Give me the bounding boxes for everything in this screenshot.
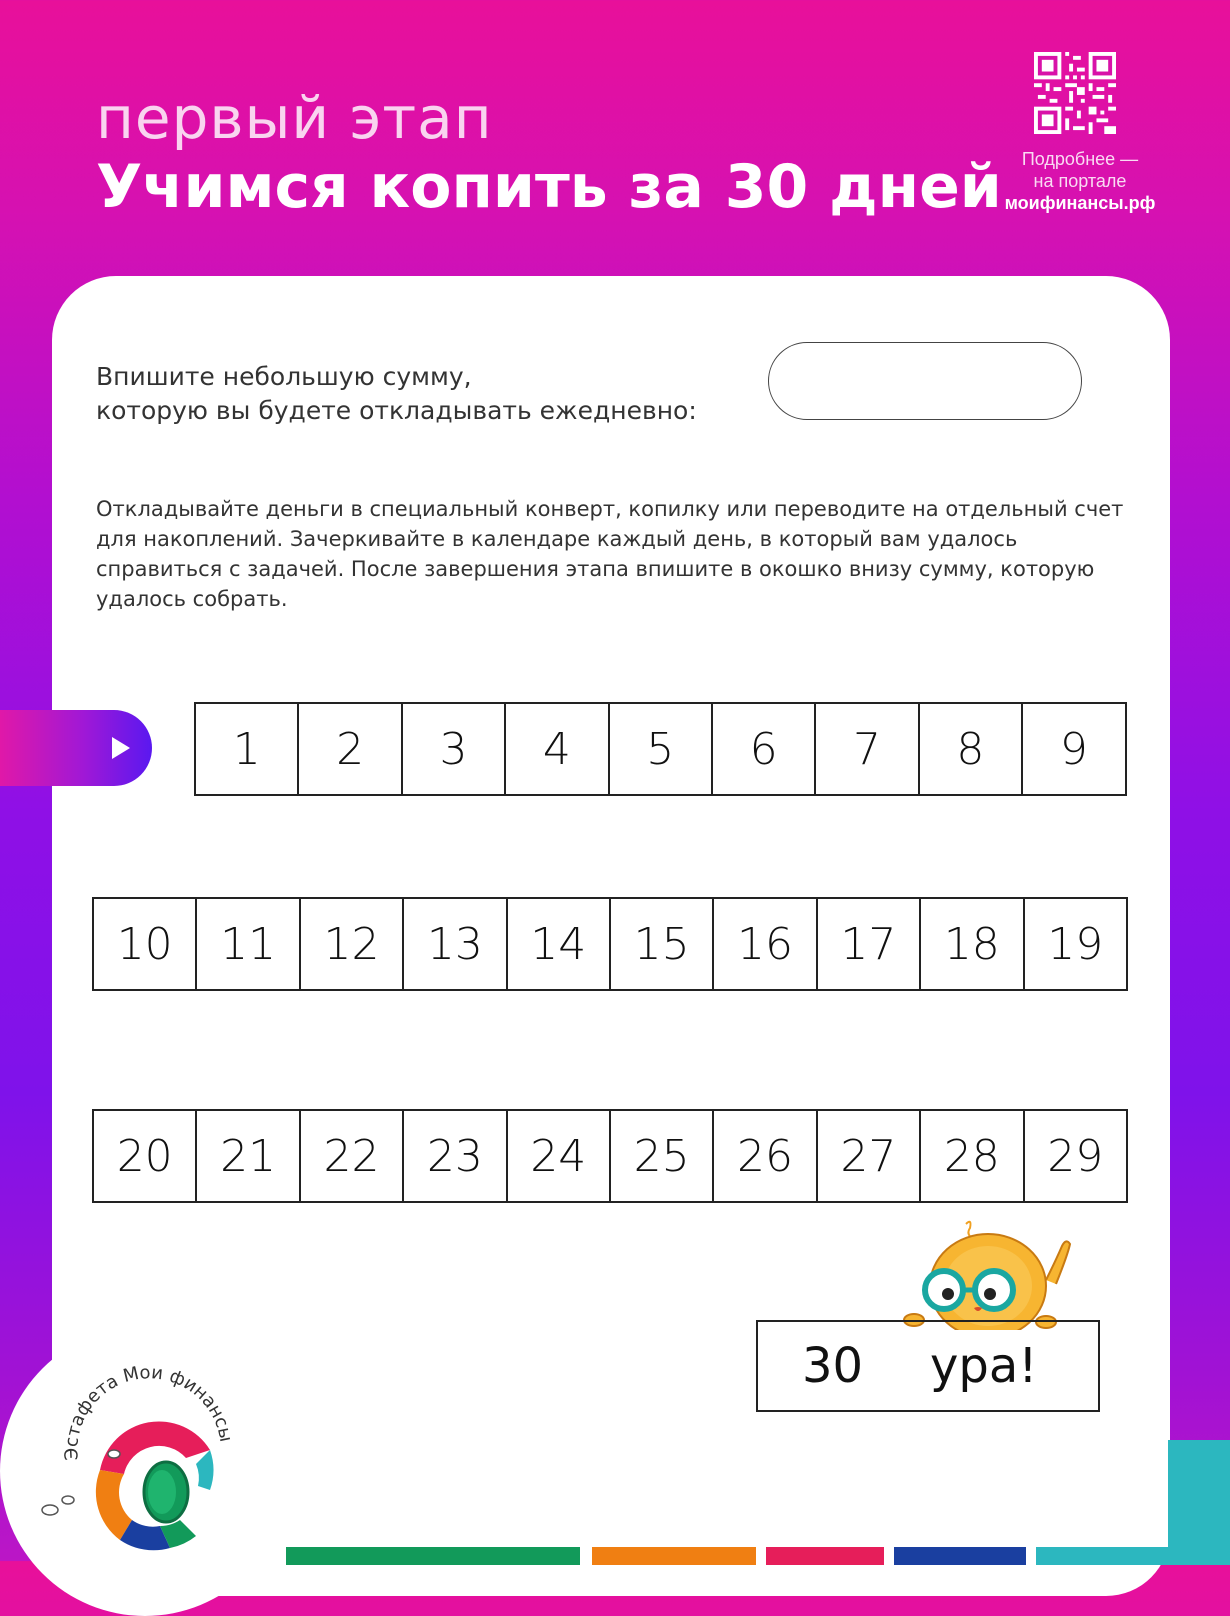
portal-line1: Подробнее —	[1021, 149, 1139, 169]
qr-code-icon[interactable]	[1034, 52, 1116, 134]
day-cell-16[interactable]: 16	[712, 897, 817, 991]
calendar-row-2	[92, 897, 1128, 991]
day-cell-2[interactable]: 2	[297, 702, 402, 796]
footer-strip-pink	[766, 1547, 884, 1565]
day-cell-29[interactable]: 29	[1023, 1109, 1128, 1203]
day-cell-5[interactable]: 5	[608, 702, 713, 796]
day-cell-26[interactable]: 26	[712, 1109, 817, 1203]
day-cell-15[interactable]: 15	[609, 897, 714, 991]
day-cell-28[interactable]: 28	[919, 1109, 1024, 1203]
day-cell-9[interactable]: 9	[1021, 702, 1126, 796]
portal-site[interactable]: моифинансы.рф	[1004, 193, 1156, 213]
day-cell-7[interactable]: 7	[814, 702, 919, 796]
day-cell-14[interactable]: 14	[506, 897, 611, 991]
day-cell-11[interactable]: 11	[195, 897, 300, 991]
instructions-text: Откладывайте деньги в специальный конверт, копилку или переводите на отдельный счет для накоплений. Зачеркивайте в календаре каждый день, в который вам удалось справиться с задачей. После завершения этапа впишите в окошко внизу сумму, которую удалось собрать.	[96, 497, 1124, 611]
day-cell-4[interactable]: 4	[504, 702, 609, 796]
day-cell-8[interactable]: 8	[918, 702, 1023, 796]
day-cell-19[interactable]: 19	[1023, 897, 1128, 991]
start-arrow-tab	[0, 710, 152, 786]
footer-strip-orange	[592, 1547, 756, 1565]
day-cell-13[interactable]: 13	[402, 897, 507, 991]
day-cell-24[interactable]: 24	[506, 1109, 611, 1203]
footer-strip-blue	[894, 1547, 1026, 1565]
day-cell-23[interactable]: 23	[402, 1109, 507, 1203]
day-cell-18[interactable]: 18	[919, 897, 1024, 991]
footer-strip-green	[286, 1547, 580, 1565]
amount-prompt-line2: которую вы будете откладывать ежедневно:	[96, 396, 697, 425]
day-cell-17[interactable]: 17	[816, 897, 921, 991]
day-cell-3[interactable]: 3	[401, 702, 506, 796]
logo-text: Эстафета Мои финансы	[61, 1362, 237, 1461]
calendar-row-3	[92, 1109, 1128, 1203]
header-subtitle: первый этап	[96, 84, 493, 152]
day-cell-10[interactable]: 10	[92, 897, 197, 991]
final-day-word: ура!	[930, 1338, 1038, 1394]
amount-prompt	[96, 360, 697, 428]
day-cell-25[interactable]: 25	[609, 1109, 714, 1203]
corner-teal-block	[1168, 1440, 1230, 1561]
amount-prompt-line1: Впишите небольшую сумму,	[96, 362, 472, 391]
day-cell-27[interactable]: 27	[816, 1109, 921, 1203]
day-cell-21[interactable]: 21	[195, 1109, 300, 1203]
day-cell-1[interactable]: 1	[194, 702, 299, 796]
portal-link[interactable]	[980, 148, 1180, 214]
coin-mascot-icon	[896, 1218, 1086, 1330]
final-day-number: 30	[802, 1338, 864, 1394]
final-day-box[interactable]	[756, 1320, 1100, 1412]
page-title: Учимся копить за 30 дней	[96, 152, 1002, 222]
day-cell-22[interactable]: 22	[299, 1109, 404, 1203]
calendar-row-1	[194, 702, 1127, 796]
day-cell-6[interactable]: 6	[711, 702, 816, 796]
day-cell-20[interactable]: 20	[92, 1109, 197, 1203]
day-cell-12[interactable]: 12	[299, 897, 404, 991]
play-arrow-icon	[112, 737, 130, 759]
portal-line2: на портале	[1033, 171, 1127, 191]
estafeta-logo-icon	[20, 1340, 260, 1560]
daily-amount-field[interactable]	[768, 342, 1082, 420]
